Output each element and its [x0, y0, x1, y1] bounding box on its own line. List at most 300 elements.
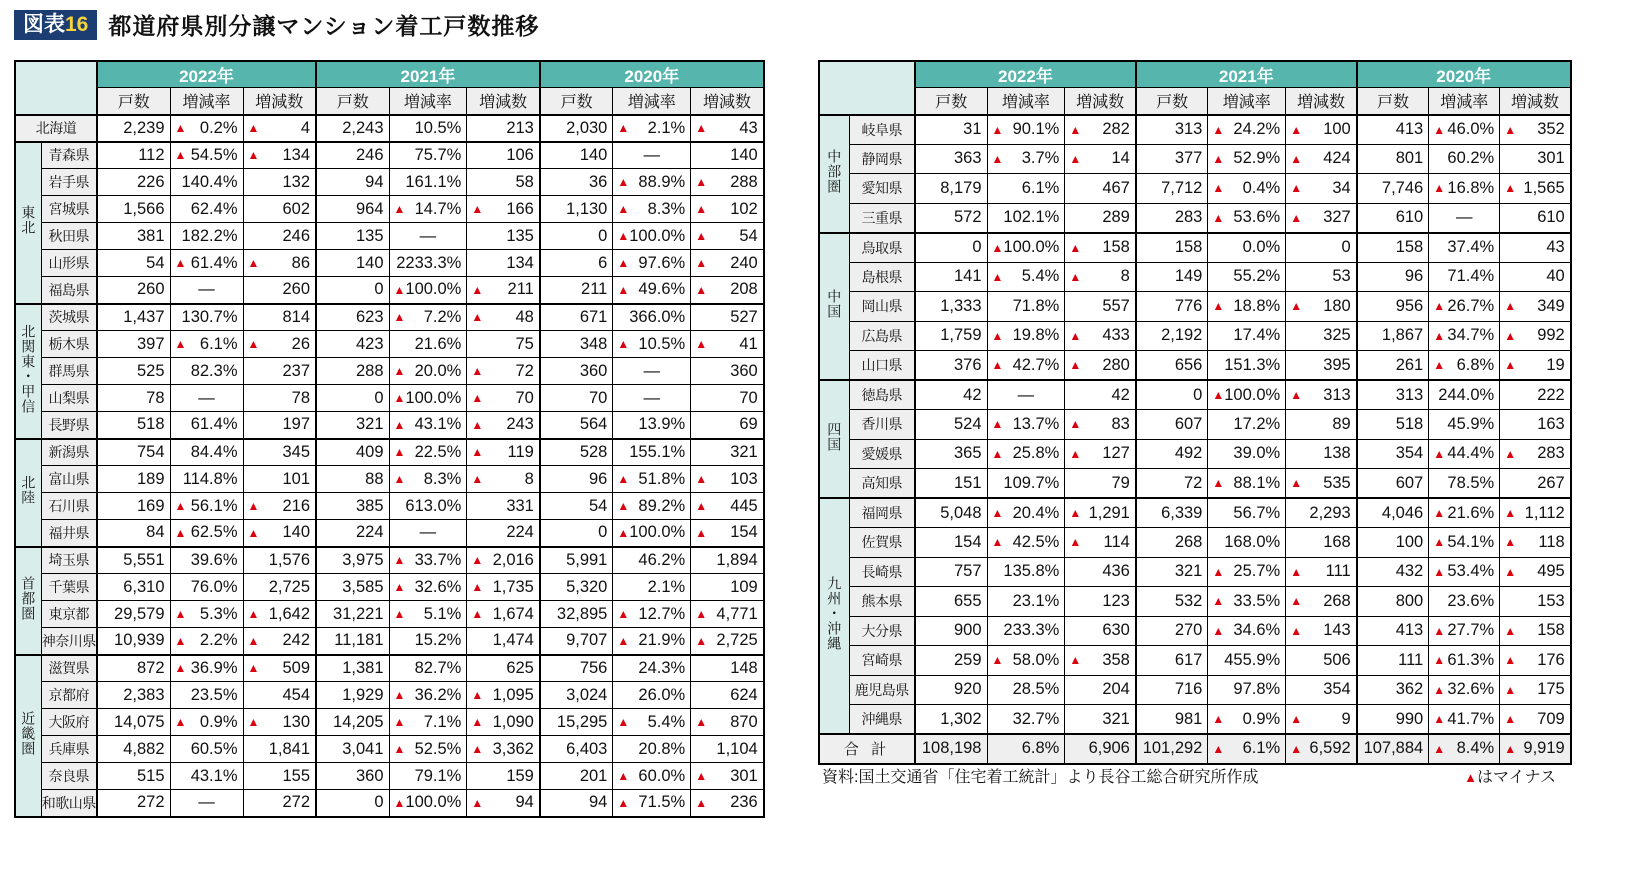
value-cell: 111 [1357, 646, 1429, 676]
cell-value: 22.5% [414, 442, 462, 461]
negative-value [390, 308, 462, 327]
negative-value [613, 605, 685, 624]
value-cell [613, 115, 691, 142]
minus-triangle-icon: ▲ [991, 122, 1004, 137]
value-cell: 213 [467, 115, 540, 142]
prefecture-cell: 三重県 [849, 203, 915, 233]
negative-value [1429, 326, 1494, 345]
value-cell: 528 [540, 439, 613, 466]
value-cell: 40 [1500, 262, 1571, 292]
cell-value: 18.8% [1233, 296, 1281, 315]
minus-triangle-icon: ▲ [393, 553, 406, 568]
minus-triangle-icon: ▲ [1504, 299, 1517, 314]
value-cell: 94 [316, 169, 389, 196]
value-cell: 366.0% [613, 304, 691, 331]
minus-triangle-icon: ▲ [695, 202, 708, 216]
cell-value: 62.5% [190, 523, 238, 542]
minus-triangle-icon: ▲ [174, 256, 187, 270]
cell-value: 424 [1323, 149, 1351, 168]
minus-triangle-icon: ▲ [247, 256, 260, 270]
value-cell: 76.0% [170, 574, 243, 601]
cell-value: 535 [1323, 473, 1351, 492]
value-cell: 363 [915, 144, 987, 174]
table-row [15, 601, 764, 628]
value-cell: 17.2% [1208, 410, 1286, 440]
value-cell [1500, 115, 1571, 145]
header-row-metrics [15, 88, 764, 115]
value-cell: 43.1% [170, 763, 243, 790]
negative-value [1208, 474, 1280, 493]
negative-value [1065, 267, 1130, 286]
value-cell: 801 [1357, 144, 1429, 174]
value-cell: 224 [467, 520, 540, 547]
cell-value: 34.6% [1233, 621, 1281, 640]
cell-value: 86 [291, 253, 310, 272]
region-cell [819, 380, 849, 498]
value-cell [467, 196, 540, 223]
negative-value [1208, 710, 1280, 729]
value-cell: 7,712 [1136, 174, 1208, 204]
value-cell: 261 [1357, 351, 1429, 381]
metric-header: 戸数 [915, 88, 987, 115]
minus-triangle-icon: ▲ [1069, 269, 1082, 284]
value-cell: 360 [316, 763, 389, 790]
value-cell [389, 466, 467, 493]
value-cell: 107,884 [1357, 734, 1429, 764]
negative-value [171, 119, 238, 138]
cell-value: 61.3% [1447, 650, 1495, 669]
minus-triangle-icon: ▲ [1464, 770, 1477, 785]
cell-value: 111 [1325, 562, 1351, 581]
negative-value [1208, 739, 1280, 758]
value-cell [1429, 439, 1500, 469]
minus-triangle-icon: ▲ [393, 391, 406, 405]
cell-value: 71.5% [638, 793, 686, 812]
value-cell: 2.1% [613, 574, 691, 601]
table-row [15, 169, 764, 196]
value-cell [1065, 351, 1136, 381]
negative-value [613, 767, 685, 786]
value-cell: 39.0% [1208, 439, 1286, 469]
minus-triangle-icon: ▲ [1504, 741, 1517, 756]
negative-value [467, 551, 534, 570]
cell-value: 14.7% [414, 199, 462, 218]
value-cell [1065, 410, 1136, 440]
metric-header: 増減数 [1286, 88, 1357, 115]
cell-value: 509 [282, 658, 310, 677]
table-row [819, 587, 1571, 617]
negative-value [244, 659, 311, 678]
negative-value [1429, 621, 1494, 640]
cell-value: 242 [282, 631, 310, 650]
value-cell: 4,046 [1357, 498, 1429, 528]
prefecture-cell: 愛媛県 [849, 439, 915, 469]
metric-header: 増減率 [1208, 88, 1286, 115]
negative-value [988, 120, 1060, 139]
metric-header: 戸数 [1357, 88, 1429, 115]
cell-value: 1,642 [268, 604, 310, 623]
value-cell [1500, 734, 1571, 764]
prefecture-table-left [14, 60, 765, 818]
value-cell: 32.7% [987, 705, 1065, 735]
region-cell [819, 498, 849, 734]
prefecture-cell: 宮崎県 [849, 646, 915, 676]
minus-triangle-icon: ▲ [695, 121, 708, 135]
value-cell: 1,576 [243, 547, 316, 574]
value-cell: 2,239 [97, 115, 170, 142]
negative-value [1429, 179, 1494, 198]
table-footer [822, 764, 1556, 787]
value-cell: 106 [467, 142, 540, 169]
value-cell: 96 [1357, 262, 1429, 292]
negative-value [390, 686, 462, 705]
cell-value: 5.1% [423, 604, 462, 623]
prefecture-cell: 熊本県 [849, 587, 915, 617]
cell-value: 10.5% [638, 334, 686, 353]
negative-value [613, 173, 685, 192]
value-cell: 800 [1357, 587, 1429, 617]
cell-value: 83 [1111, 414, 1130, 433]
value-cell: 756 [540, 655, 613, 682]
prefecture-cell: 愛知県 [849, 174, 915, 204]
value-cell: 572 [915, 203, 987, 233]
value-cell: 270 [1136, 616, 1208, 646]
value-cell [1500, 557, 1571, 587]
value-cell: 197 [243, 412, 316, 439]
value-cell: 1,894 [691, 547, 764, 574]
negative-value [1208, 149, 1280, 168]
value-cell [170, 142, 243, 169]
value-cell: 84 [97, 520, 170, 547]
cell-value: 130 [282, 712, 310, 731]
value-cell [389, 277, 467, 304]
region-label: 東北 [20, 205, 37, 235]
cell-value: 26 [291, 334, 310, 353]
value-cell [691, 331, 764, 358]
cell-value: 100.0% [1224, 385, 1281, 404]
value-cell: 154 [915, 528, 987, 558]
minus-triangle-icon: ▲ [393, 202, 406, 216]
value-cell: 2,293 [1286, 498, 1357, 528]
minus-triangle-icon: ▲ [1069, 446, 1082, 461]
value-cell: — [613, 358, 691, 385]
value-cell: 53 [1286, 262, 1357, 292]
cell-value: 94 [515, 793, 534, 812]
cell-value: 6,592 [1309, 739, 1351, 758]
metric-header: 増減率 [613, 88, 691, 115]
value-cell: 75.7% [389, 142, 467, 169]
negative-value [1208, 592, 1280, 611]
value-cell [467, 547, 540, 574]
value-cell: 31,221 [316, 601, 389, 628]
value-cell [467, 682, 540, 709]
negative-value [1286, 120, 1351, 139]
negative-value [988, 267, 1060, 286]
value-cell: 0 [316, 790, 389, 817]
minus-triangle-icon: ▲ [695, 337, 708, 351]
value-cell: 108,198 [915, 734, 987, 764]
value-cell: — [389, 223, 467, 250]
value-cell [1500, 646, 1571, 676]
minus-triangle-icon: ▲ [471, 472, 484, 486]
negative-value [613, 631, 685, 650]
value-cell [1286, 587, 1357, 617]
minus-triangle-icon: ▲ [991, 506, 1004, 520]
negative-value [613, 793, 685, 812]
cell-value: 48 [515, 307, 534, 326]
negative-value [171, 146, 238, 165]
region-cell [819, 115, 849, 233]
value-cell: 168.0% [1208, 528, 1286, 558]
value-cell [613, 331, 691, 358]
value-cell [613, 628, 691, 655]
value-cell: 23.1% [987, 587, 1065, 617]
value-cell [987, 321, 1065, 351]
region-label: 首都圏 [20, 575, 37, 621]
value-cell: 8,179 [915, 174, 987, 204]
negative-value [988, 651, 1060, 670]
prefecture-cell: 富山県 [41, 466, 97, 493]
header-row-years [819, 61, 1571, 88]
cell-value: 283 [1537, 444, 1565, 463]
negative-value [390, 280, 462, 299]
minus-triangle-icon: ▲ [1212, 388, 1225, 402]
value-cell [467, 358, 540, 385]
value-cell [1286, 203, 1357, 233]
cell-value: 1,090 [492, 712, 534, 731]
value-cell: 348 [540, 331, 613, 358]
table-row [15, 142, 764, 169]
negative-value [171, 713, 238, 732]
negative-value [988, 356, 1060, 375]
value-cell: 289 [1065, 203, 1136, 233]
table-row [819, 498, 1571, 528]
negative-value [244, 523, 311, 542]
value-cell [1286, 174, 1357, 204]
value-cell: 365 [915, 439, 987, 469]
table-row [15, 466, 764, 493]
minus-triangle-icon: ▲ [247, 337, 260, 351]
prefecture-cell: 佐賀県 [849, 528, 915, 558]
value-cell [987, 351, 1065, 381]
negative-value [390, 605, 462, 624]
cell-value: 54.5% [190, 145, 238, 164]
negative-value [1500, 680, 1565, 699]
negative-value [244, 146, 311, 165]
value-cell: 9,707 [540, 628, 613, 655]
prefecture-cell: 千葉県 [41, 574, 97, 601]
prefecture-cell: 福島県 [41, 277, 97, 304]
value-cell: 88 [316, 466, 389, 493]
cell-value: 5.4% [647, 712, 686, 731]
value-cell: 46.2% [613, 547, 691, 574]
cell-value: 327 [1323, 208, 1351, 226]
value-cell [1429, 351, 1500, 381]
value-cell: 3,024 [540, 682, 613, 709]
cell-value: 9,919 [1523, 739, 1565, 758]
negative-value [467, 443, 534, 462]
value-cell: 321 [1136, 557, 1208, 587]
cell-value: 8 [1120, 267, 1130, 286]
minus-triangle-icon: ▲ [1433, 181, 1446, 196]
minus-triangle-icon: ▲ [695, 607, 708, 621]
cell-value: 21.6% [1447, 503, 1495, 522]
value-cell [613, 709, 691, 736]
prefecture-cell: 東京都 [41, 601, 97, 628]
value-cell [467, 439, 540, 466]
table-row [15, 277, 764, 304]
prefecture-cell: 宮城県 [41, 196, 97, 223]
cell-value: 154 [730, 523, 758, 542]
value-cell: 55.2% [1208, 262, 1286, 292]
value-cell [691, 709, 764, 736]
cell-value: 100.0% [405, 793, 462, 812]
negative-value [390, 415, 462, 434]
table-row [819, 380, 1571, 410]
minus-triangle-icon: ▲ [1433, 358, 1446, 372]
prefecture-cell: 奈良県 [41, 763, 97, 790]
prefecture-cell: 福岡県 [849, 498, 915, 528]
negative-value [1208, 120, 1280, 139]
cell-value: 32.6% [414, 577, 462, 596]
negative-value [691, 173, 758, 192]
value-cell [389, 304, 467, 331]
cell-value: 88.1% [1233, 473, 1281, 492]
value-cell [389, 709, 467, 736]
cell-value: 25.8% [1012, 444, 1060, 463]
minus-triangle-icon: ▲ [247, 148, 260, 163]
minus-triangle-icon: ▲ [174, 121, 187, 135]
negative-value [390, 200, 462, 219]
negative-value [1429, 444, 1494, 463]
negative-value [467, 389, 534, 408]
cell-value: 1,565 [1523, 178, 1565, 197]
minus-triangle-icon: ▲ [393, 607, 406, 621]
value-cell: 182.2% [170, 223, 243, 250]
cell-value: 42.7% [1012, 355, 1060, 374]
negative-value [244, 254, 311, 273]
value-cell: — [170, 277, 243, 304]
cell-value: 0.4% [1242, 178, 1281, 197]
value-cell: 4,882 [97, 736, 170, 763]
negative-value [390, 578, 462, 597]
cell-value: 158 [1102, 238, 1130, 256]
value-cell: 900 [915, 616, 987, 646]
cell-value: 89.2% [638, 496, 686, 515]
value-cell: 413 [1357, 115, 1429, 145]
value-cell [389, 790, 467, 817]
minus-triangle-icon: ▲ [1433, 712, 1446, 726]
region-label: 中国 [826, 288, 843, 319]
prefecture-cell: 茨城県 [41, 304, 97, 331]
value-cell: 527 [691, 304, 764, 331]
value-cell: 360 [540, 358, 613, 385]
minus-triangle-icon: ▲ [1290, 181, 1303, 196]
value-cell [170, 331, 243, 358]
cell-value: 26.7% [1447, 296, 1495, 315]
negative-value [1500, 710, 1565, 729]
value-cell [987, 144, 1065, 174]
cell-value: 349 [1537, 296, 1565, 315]
table-row [15, 682, 764, 709]
cell-value: 282 [1102, 120, 1130, 138]
minus-triangle-icon: ▲ [1069, 328, 1082, 343]
value-cell: 168 [1286, 528, 1357, 558]
minus-triangle-icon: ▲ [695, 795, 708, 810]
value-cell: 78 [97, 385, 170, 412]
minus-triangle-icon: ▲ [617, 202, 630, 216]
minus-triangle-icon: ▲ [1433, 328, 1446, 343]
table-row [819, 144, 1571, 174]
table-row [819, 675, 1571, 705]
negative-value [1286, 179, 1351, 198]
value-cell [987, 646, 1065, 676]
minus-triangle-icon: ▲ [393, 580, 406, 594]
value-cell: 518 [97, 412, 170, 439]
minus-triangle-icon: ▲ [393, 742, 406, 756]
value-cell [389, 412, 467, 439]
cell-value: 1,735 [492, 577, 534, 596]
minus-triangle-icon: ▲ [991, 151, 1004, 166]
cell-value: 54.1% [1447, 532, 1495, 551]
value-cell: 54 [97, 250, 170, 277]
value-cell [1286, 705, 1357, 735]
value-cell [467, 412, 540, 439]
value-cell: 5,551 [97, 547, 170, 574]
value-cell [389, 601, 467, 628]
prefecture-cell: 群馬県 [41, 358, 97, 385]
value-cell: 140.4% [170, 169, 243, 196]
value-cell [1065, 321, 1136, 351]
value-cell: 62.4% [170, 196, 243, 223]
negative-value [1429, 651, 1494, 670]
minus-triangle-icon: ▲ [471, 580, 484, 594]
cell-value: 280 [1102, 355, 1130, 374]
cell-value: 54 [739, 226, 758, 245]
table-row [15, 709, 764, 736]
value-cell: 518 [1357, 410, 1429, 440]
minus-triangle-icon: ▲ [1290, 151, 1303, 166]
value-cell [467, 277, 540, 304]
value-cell: 169 [97, 493, 170, 520]
region-cell [15, 304, 41, 439]
value-cell: 140 [316, 250, 389, 277]
table-row [15, 196, 764, 223]
negative-value [467, 200, 534, 219]
value-cell: 3,975 [316, 547, 389, 574]
value-cell: 3,585 [316, 574, 389, 601]
value-cell: 1,867 [1357, 321, 1429, 351]
negative-value [390, 793, 462, 812]
metric-header: 増減率 [170, 88, 243, 115]
prefecture-cell: 石川県 [41, 493, 97, 520]
cell-value: 208 [730, 280, 758, 299]
value-cell: — [613, 142, 691, 169]
value-cell: 123 [1065, 587, 1136, 617]
negative-value [1286, 621, 1351, 640]
value-cell [1208, 203, 1286, 233]
minus-triangle-icon: ▲ [1290, 476, 1303, 490]
value-cell [170, 493, 243, 520]
minus-triangle-icon: ▲ [617, 229, 630, 243]
value-cell [170, 628, 243, 655]
cell-value: 3.7% [1021, 149, 1060, 168]
value-cell: 42 [1065, 380, 1136, 410]
value-cell: — [389, 520, 467, 547]
minus-triangle-icon: ▲ [1504, 358, 1517, 372]
prefecture-cell: 秋田県 [41, 223, 97, 250]
value-cell: 623 [316, 304, 389, 331]
